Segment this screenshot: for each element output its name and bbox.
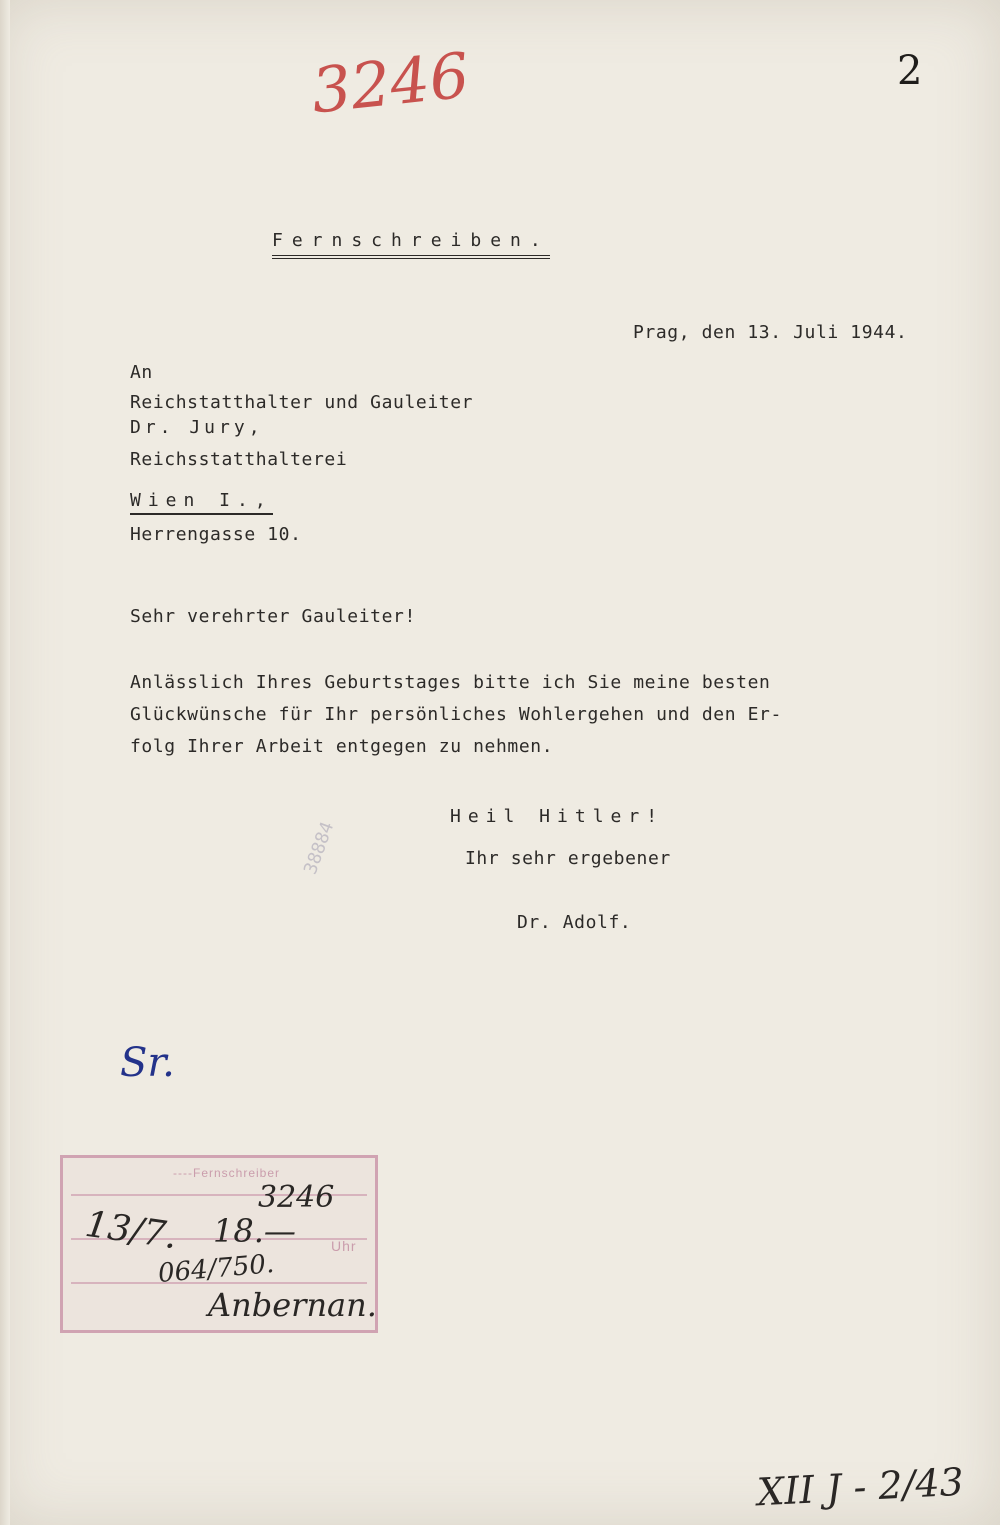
body-line: Anlässlich Ihres Geburtstages bitte ich Sie meine besten [130, 672, 771, 693]
body-line: Glückwünsche für Ihr persönliches Wohlergehen und den Er- [130, 704, 782, 725]
body-line: folg Ihrer Arbeit entgegen zu nehmen. [130, 736, 554, 757]
recipient-street: Herrengasse 10. [130, 524, 302, 545]
closing: Heil Hitler! [450, 806, 665, 827]
signature: Dr. Adolf. [517, 912, 632, 933]
page-number: 2 [897, 48, 923, 94]
stamp-uhr-label: Uhr [331, 1238, 357, 1254]
date-line: Prag, den 13. Juli 1944. [633, 322, 908, 343]
stamp-signature: Anbernan. [208, 1286, 377, 1324]
receipt-stamp [60, 1155, 378, 1333]
recipient-name: Dr. Jury, [130, 417, 264, 438]
faint-mirrored-number: 38884 [300, 819, 339, 878]
closing-phrase: Ihr sehr ergebener [465, 848, 671, 869]
recipient-prefix: An [130, 362, 153, 383]
stamp-time: 18.— [213, 1212, 296, 1250]
document-title: Fernschreiben. [272, 230, 550, 259]
stamp-header: ----Fernschreiber [173, 1166, 281, 1180]
recipient-city: Wien I., [130, 490, 273, 515]
recipient-title: Reichstatthalter und Gauleiter [130, 392, 474, 413]
greeting: Sehr verehrter Gauleiter! [130, 606, 416, 627]
stamp-date: 13/7. [82, 1203, 180, 1258]
stamp-number: 3246 [258, 1180, 335, 1215]
blue-initial: Sr. [120, 1040, 175, 1086]
stamp-code: 064/750. [156, 1248, 276, 1290]
recipient-office: Reichsstatthalterei [130, 449, 348, 470]
red-handwritten-number: 3246 [308, 38, 473, 128]
paper-edge [0, 0, 10, 1525]
archive-reference: XII J - 2/43 [755, 1459, 965, 1515]
